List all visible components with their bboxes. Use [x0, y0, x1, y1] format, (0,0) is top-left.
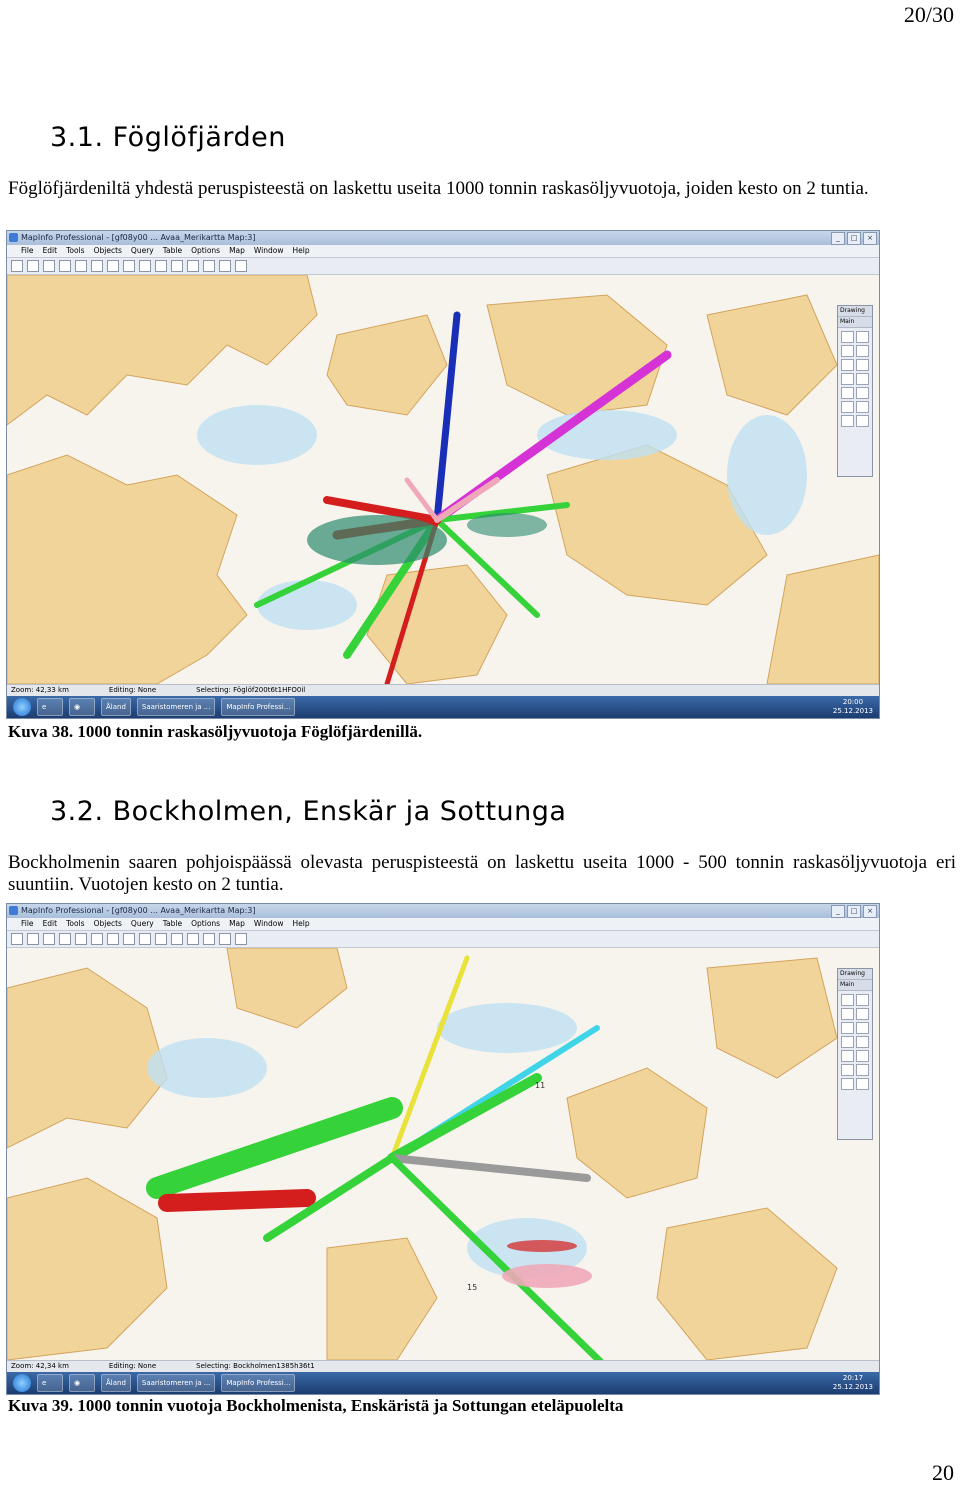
paste-icon[interactable]: [107, 260, 119, 272]
new-icon[interactable]: [11, 260, 23, 272]
start-button[interactable]: [13, 1374, 31, 1392]
figure-caption-39: Kuva 39. 1000 tonnin vuotoja Bockholmenista, Enskäristä ja Sottungan eteläpuolelta: [8, 1396, 624, 1415]
section-heading-3-2: 3.2. Bockholmen, Enskär ja Sottunga: [50, 796, 567, 827]
menu-objects[interactable]: Objects: [93, 919, 122, 928]
legend-tool-icon[interactable]: [841, 415, 854, 427]
start-button[interactable]: [13, 698, 31, 716]
status-bar: [7, 1360, 879, 1372]
section-3-2-paragraph: Bockholmenin saaren pohjoispäässä olevasta peruspisteestä on laskettu useita 1000 - 500 tonnin raskasöljyvuotoja eri suuntiin. Vuotojen kesto on 2 tuntia.: [8, 852, 956, 895]
layout-icon[interactable]: [187, 933, 199, 945]
toolbar: [7, 930, 879, 948]
marquee-tool-icon[interactable]: [856, 994, 869, 1006]
map-depth-label: 15: [467, 1283, 478, 1292]
menu-table[interactable]: Table: [162, 919, 183, 928]
layer-control-icon[interactable]: [856, 1064, 869, 1076]
menu-edit[interactable]: Edit: [42, 246, 58, 255]
radius-tool-icon[interactable]: [841, 1008, 854, 1020]
clock-date: 25.12.2013: [832, 1383, 873, 1391]
label-tool-icon[interactable]: [841, 1050, 854, 1062]
open-icon[interactable]: [27, 260, 39, 272]
taskbar-item-mapinfo[interactable]: MapInfo Professi...: [221, 1374, 295, 1392]
paste-icon[interactable]: [107, 933, 119, 945]
undo-icon[interactable]: [123, 260, 135, 272]
close-button[interactable]: ×: [863, 905, 877, 918]
section-3-1-paragraph: Föglöfjärdeniltä yhdestä peruspisteestä on laskettu useita 1000 tonnin raskasöljyvuotoja, joiden kesto on 2 tuntia.: [8, 178, 869, 199]
help-icon[interactable]: [235, 260, 247, 272]
menu-window[interactable]: Window: [253, 919, 284, 928]
open-icon[interactable]: [27, 933, 39, 945]
map-icon[interactable]: [155, 260, 167, 272]
menu-window[interactable]: Window: [253, 246, 284, 255]
map-view[interactable]: [7, 948, 879, 1360]
maximize-button[interactable]: □: [847, 905, 861, 918]
taskbar-clock[interactable]: [833, 698, 873, 716]
drag-map-icon[interactable]: [856, 387, 869, 399]
print-icon[interactable]: [59, 260, 71, 272]
drawing-toolbox: [837, 305, 873, 477]
drawing-label: Drawing: [838, 969, 872, 980]
figure-caption-38: Kuva 38. 1000 tonnin raskasöljyvuotoja Föglöfjärdenillä.: [8, 722, 423, 741]
taskbar-item-word[interactable]: Saaristomeren ja ...: [137, 1374, 215, 1392]
layer-control-icon[interactable]: [856, 401, 869, 413]
label-tool-icon[interactable]: [841, 387, 854, 399]
boundary-tool-icon[interactable]: [856, 1008, 869, 1020]
clock-date: 25.12.2013: [832, 707, 873, 715]
menu-map[interactable]: Map: [229, 919, 245, 928]
window-title: MapInfo Professional - [gf08y00 ... Avaa_Merikartta Map:3]: [21, 906, 256, 915]
select-tool-icon[interactable]: [841, 994, 854, 1006]
table-icon[interactable]: [139, 933, 151, 945]
status-zoom: Zoom: 42,34 km: [11, 1362, 69, 1370]
drawing-label: Drawing: [838, 306, 872, 317]
new-icon[interactable]: [11, 933, 23, 945]
info-tool-icon[interactable]: [856, 1036, 869, 1048]
map-icon[interactable]: [155, 933, 167, 945]
grabber-icon[interactable]: [841, 1036, 854, 1048]
minimize-button[interactable]: _: [831, 905, 845, 918]
statistics-icon[interactable]: [856, 415, 869, 427]
save-icon[interactable]: [43, 260, 55, 272]
taskbar-item-aland[interactable]: Åland: [101, 1374, 131, 1392]
status-editing: Editing: None: [108, 686, 157, 694]
menu-tools[interactable]: Tools: [66, 246, 85, 255]
minimize-button[interactable]: _: [831, 232, 845, 245]
status-zoom: Zoom: 42,33 km: [11, 686, 69, 694]
menu-query[interactable]: Query: [130, 246, 154, 255]
help-icon[interactable]: [235, 933, 247, 945]
windows-taskbar: [7, 1372, 879, 1394]
print-icon[interactable]: [59, 933, 71, 945]
stats-icon[interactable]: [219, 260, 231, 272]
legend-icon[interactable]: [203, 260, 215, 272]
menu-file[interactable]: File: [21, 919, 34, 928]
zoom-out-icon[interactable]: [856, 359, 869, 371]
select-tool-icon[interactable]: [841, 331, 854, 343]
cut-icon[interactable]: [75, 933, 87, 945]
mapinfo-screenshot-2: [6, 903, 880, 1395]
main-label: Main: [838, 317, 872, 328]
menu-help[interactable]: Help: [292, 246, 310, 255]
menu-tools[interactable]: Tools: [66, 919, 85, 928]
boundary-tool-icon[interactable]: [856, 345, 869, 357]
menu-objects[interactable]: Objects: [93, 246, 122, 255]
toolbar: [7, 257, 879, 275]
firefox-icon[interactable]: ◉: [69, 1374, 95, 1392]
menu-edit[interactable]: Edit: [42, 919, 58, 928]
menu-table[interactable]: Table: [162, 246, 183, 255]
map-view[interactable]: [7, 275, 879, 684]
menu-bar: [7, 245, 879, 257]
mapinfo-app-icon: [9, 233, 18, 242]
nautical-chart-map: [7, 948, 879, 1360]
legend-tool-icon[interactable]: [841, 1078, 854, 1090]
page-number-bottom: 20: [932, 1460, 954, 1485]
table-icon[interactable]: [139, 260, 151, 272]
menu-options[interactable]: Options: [191, 919, 221, 928]
menu-query[interactable]: Query: [130, 919, 154, 928]
copy-icon[interactable]: [91, 933, 103, 945]
status-editing: Editing: None: [108, 1362, 157, 1370]
section-heading-3-1: 3.1. Föglöfjärden: [50, 122, 286, 153]
status-bar: [7, 684, 879, 696]
firefox-icon[interactable]: ◉: [69, 698, 95, 716]
page-number-top: 20/30: [903, 2, 954, 27]
maximize-button[interactable]: □: [847, 232, 861, 245]
nautical-chart-map: [7, 275, 879, 684]
map-depth-label: 11: [535, 1081, 546, 1090]
grabber-icon[interactable]: [841, 373, 854, 385]
menu-map[interactable]: Map: [229, 246, 245, 255]
windows-taskbar: [7, 696, 879, 718]
menu-options[interactable]: Options: [191, 246, 221, 255]
status-selecting: Selecting: Föglöf200t6t1HFO0il: [196, 686, 306, 694]
cut-icon[interactable]: [75, 260, 87, 272]
taskbar-item-aland[interactable]: Åland: [101, 698, 131, 716]
menu-file[interactable]: File: [21, 246, 34, 255]
window-title-bar: [7, 904, 879, 918]
taskbar-clock[interactable]: [833, 1374, 873, 1392]
layout-icon[interactable]: [187, 260, 199, 272]
menu-help[interactable]: Help: [292, 919, 310, 928]
zoom-in-icon[interactable]: [841, 359, 854, 371]
marquee-tool-icon[interactable]: [856, 331, 869, 343]
clock-time: 20:00: [842, 698, 864, 706]
drawing-toolbox: [837, 968, 873, 1140]
graph-icon[interactable]: [171, 933, 183, 945]
ruler-icon[interactable]: [841, 401, 854, 413]
zoom-out-icon[interactable]: [856, 1022, 869, 1034]
clock-time: 20:17: [842, 1374, 864, 1382]
ie-icon[interactable]: e: [37, 698, 63, 716]
undo-icon[interactable]: [123, 933, 135, 945]
statistics-icon[interactable]: [856, 1078, 869, 1090]
radius-tool-icon[interactable]: [841, 345, 854, 357]
zoom-in-icon[interactable]: [841, 1022, 854, 1034]
taskbar-item-word[interactable]: Saaristomeren ja ...: [137, 698, 215, 716]
close-button[interactable]: ×: [863, 232, 877, 245]
graph-icon[interactable]: [171, 260, 183, 272]
menu-bar: [7, 918, 879, 930]
status-selecting: Selecting: Bockholmen1385h36t1: [196, 1362, 315, 1370]
stats-icon[interactable]: [219, 933, 231, 945]
window-title: MapInfo Professional - [gf08y00 ... Avaa_Merikartta Map:3]: [21, 233, 256, 242]
ie-icon[interactable]: e: [37, 1374, 63, 1392]
info-tool-icon[interactable]: [856, 373, 869, 385]
save-icon[interactable]: [43, 933, 55, 945]
mapinfo-app-icon: [9, 906, 18, 915]
main-label: Main: [838, 980, 872, 991]
legend-icon[interactable]: [203, 933, 215, 945]
ruler-icon[interactable]: [841, 1064, 854, 1076]
taskbar-item-mapinfo[interactable]: MapInfo Professi...: [221, 698, 295, 716]
copy-icon[interactable]: [91, 260, 103, 272]
mapinfo-screenshot-1: [6, 230, 880, 719]
window-title-bar: [7, 231, 879, 245]
drag-map-icon[interactable]: [856, 1050, 869, 1062]
